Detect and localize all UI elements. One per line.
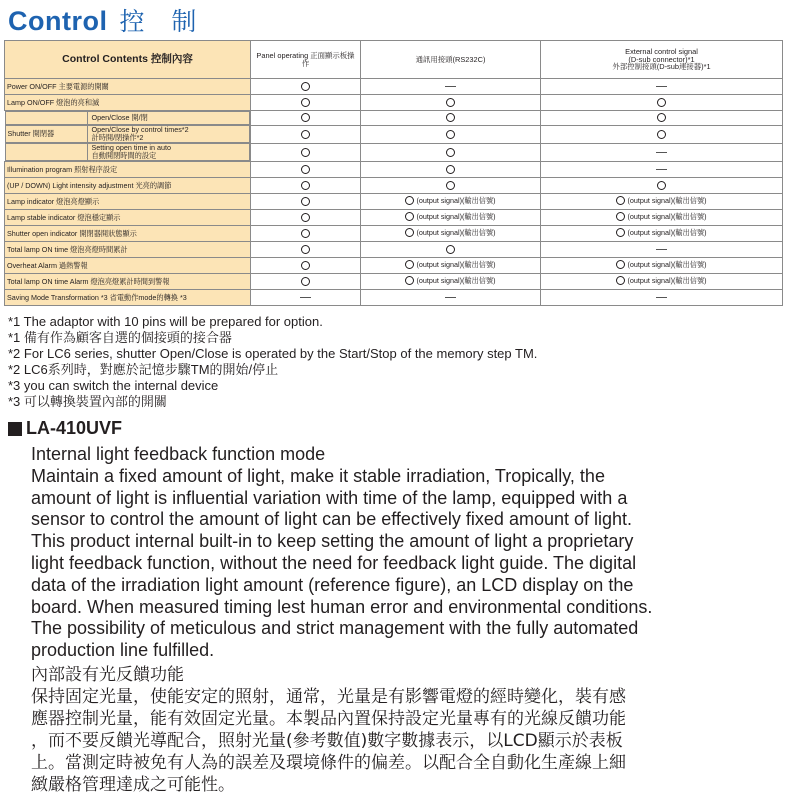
unsupported-cell xyxy=(361,290,541,306)
circle-icon xyxy=(657,130,666,139)
text-line: 緻嚴格管理達成之可能性。 xyxy=(31,775,235,795)
header-external-line3: 外部控制接頭(D-sub連接器)*1 xyxy=(612,62,711,72)
table-row xyxy=(5,210,783,226)
shutter-sub-label xyxy=(88,126,189,142)
supported-cell xyxy=(251,274,361,290)
table-row xyxy=(5,125,783,143)
shutter-sub-label xyxy=(88,144,172,160)
supported-cell xyxy=(251,178,361,194)
row-label: (UP / DOWN) Light intensity adjustment 光亮的調節 xyxy=(5,178,251,194)
text-line: 保持固定光量，使能安定的照射，通常，光量是有影響電燈的經時變化，裝有感 xyxy=(31,687,626,707)
supported-cell xyxy=(251,95,361,111)
dash-icon xyxy=(656,297,667,298)
text-line: 上。當測定時被免有人為的誤差及環境條件的偏差。以配合全自動化生產線上細 xyxy=(31,753,626,773)
text-line: data of the irradiation light amount (reference figure), an LCD display on the xyxy=(31,574,634,595)
output-signal xyxy=(616,260,706,269)
supported-cell xyxy=(251,125,361,143)
dash-icon xyxy=(445,86,456,87)
footnote: *3 you can switch the internal device xyxy=(8,378,219,393)
supported-cell xyxy=(361,111,541,126)
circle-icon xyxy=(301,229,310,238)
text-line: sensor to control the amount of light can be effectively fixed amount of light. xyxy=(31,509,633,530)
unsupported-cell xyxy=(541,242,783,258)
row-label: Power ON/OFF 主要電源的開關 xyxy=(5,79,251,95)
signal-cell xyxy=(541,226,783,242)
output-signal xyxy=(405,196,495,205)
sub-label-line: Open/Close 開/閉 xyxy=(91,113,148,123)
sub-label-line: Setting open time in auto xyxy=(91,143,172,153)
supported-cell xyxy=(251,194,361,210)
text-line: light feedback function, without the need for feedback light guide. The digital xyxy=(31,552,637,573)
row-label: Illumination program 照射程序設定 xyxy=(5,162,251,178)
text-line: board. When measured timing lest human error and environmental conditions. xyxy=(31,596,653,617)
signal-label: (output signal)(輸出信號) xyxy=(416,227,496,237)
row-label: Lamp ON/OFF 燈泡的亮和滅 xyxy=(5,95,251,111)
table-row xyxy=(5,258,783,274)
english-description xyxy=(31,444,703,662)
header-external-line1: External control signal xyxy=(625,46,698,56)
chinese-heading: 內部設有光反饋功能 xyxy=(31,665,184,685)
unsupported-cell xyxy=(541,290,783,306)
circle-icon xyxy=(301,213,310,222)
output-signal xyxy=(405,276,495,285)
signal-cell xyxy=(541,274,783,290)
square-bullet-icon xyxy=(8,422,22,436)
table-row xyxy=(5,194,783,210)
signal-cell xyxy=(541,210,783,226)
row-label: Saving Mode Transformation *3 省電動作mode的轉換 *3 xyxy=(5,290,251,306)
circle-icon xyxy=(616,212,625,221)
signal-label: (output signal)(輸出信號) xyxy=(627,195,707,205)
table-row xyxy=(5,226,783,242)
shutter-group-label xyxy=(6,112,88,124)
footnote: *2 LC6系列時，對應於記憶步驟TM的開始/停止 xyxy=(8,362,279,377)
dash-icon xyxy=(445,297,456,298)
circle-icon xyxy=(405,196,414,205)
supported-cell xyxy=(251,258,361,274)
table-row xyxy=(5,290,783,306)
table-row xyxy=(5,111,783,126)
circle-icon xyxy=(446,113,455,122)
output-signal xyxy=(405,228,495,237)
signal-label: (output signal)(輸出信號) xyxy=(627,259,707,269)
supported-cell xyxy=(251,79,361,95)
header-external-line2: (D-sub connector)*1 xyxy=(628,54,695,64)
table-row xyxy=(5,95,783,111)
supported-cell xyxy=(361,242,541,258)
circle-icon xyxy=(616,276,625,285)
circle-icon xyxy=(446,148,455,157)
row-label: Shutter open indicator 開閉器開狀態顯示 xyxy=(5,226,251,242)
table-row xyxy=(5,274,783,290)
supported-cell xyxy=(251,143,361,162)
header-external xyxy=(541,41,783,79)
circle-icon xyxy=(405,228,414,237)
section-title: LA-410UVF xyxy=(26,418,123,438)
output-signal xyxy=(616,212,706,221)
unsupported-cell xyxy=(541,143,783,162)
unsupported-cell xyxy=(361,79,541,95)
signal-cell xyxy=(361,194,541,210)
shutter-group-label xyxy=(6,144,88,160)
supported-cell xyxy=(361,125,541,143)
circle-icon xyxy=(446,245,455,254)
dash-icon xyxy=(656,86,667,87)
supported-cell xyxy=(361,162,541,178)
row-label: Total lamp ON time Alarm 燈泡亮燈累計時間到警報 xyxy=(5,274,251,290)
output-signal xyxy=(405,212,495,221)
signal-label: (output signal)(輸出信號) xyxy=(416,275,496,285)
output-signal xyxy=(616,276,706,285)
table-header-row xyxy=(5,41,783,79)
footnote: *1 備有作為顧客自選的個接頭的接合器 xyxy=(8,330,232,345)
title-english: Control xyxy=(8,6,108,36)
supported-cell xyxy=(251,226,361,242)
row-label: Overheat Alarm 過熱警報 xyxy=(5,258,251,274)
shutter-row-label xyxy=(5,143,251,161)
table-row xyxy=(5,162,783,178)
sub-label-line: 自動開閉時間的設定 xyxy=(91,151,157,160)
shutter-row-label xyxy=(5,125,251,143)
circle-icon xyxy=(657,98,666,107)
circle-icon xyxy=(446,98,455,107)
circle-icon xyxy=(301,82,310,91)
supported-cell xyxy=(251,111,361,126)
shutter-sub-label xyxy=(88,112,148,124)
table-row xyxy=(5,79,783,95)
dash-icon xyxy=(656,169,667,170)
text-line: The possibility of meticulous and strict management with the fully automated xyxy=(31,618,639,639)
row-label: Lamp stable indicator 燈泡穩定顯示 xyxy=(5,210,251,226)
circle-icon xyxy=(301,130,310,139)
signal-cell xyxy=(541,194,783,210)
header-panel: Panel operating 正面顯示板操作 xyxy=(251,41,361,79)
chinese-description xyxy=(31,664,703,796)
circle-icon xyxy=(301,245,310,254)
signal-label: (output signal)(輸出信號) xyxy=(627,227,707,237)
signal-cell xyxy=(361,274,541,290)
circle-icon xyxy=(301,113,310,122)
signal-cell xyxy=(541,258,783,274)
output-signal xyxy=(405,260,495,269)
circle-icon xyxy=(301,148,310,157)
title-chinese: 控 制 xyxy=(119,8,207,36)
output-signal xyxy=(616,228,706,237)
text-line: production line fulfilled. xyxy=(31,640,215,661)
signal-cell xyxy=(361,258,541,274)
table-row xyxy=(5,178,783,194)
circle-icon xyxy=(446,130,455,139)
circle-icon xyxy=(446,165,455,174)
supported-cell xyxy=(361,95,541,111)
unsupported-cell xyxy=(541,162,783,178)
signal-label: (output signal)(輸出信號) xyxy=(627,275,707,285)
output-signal xyxy=(616,196,706,205)
circle-icon xyxy=(616,228,625,237)
signal-cell xyxy=(361,226,541,242)
circle-icon xyxy=(301,98,310,107)
header-contents: Control Contents 控制內容 xyxy=(5,41,251,79)
header-rs232: 通訊用接頭(RS232C) xyxy=(361,41,541,79)
table-row xyxy=(5,242,783,258)
unsupported-cell xyxy=(541,79,783,95)
footnote: *1 The adaptor with 10 pins will be prepared for option. xyxy=(8,314,323,329)
supported-cell xyxy=(541,178,783,194)
circle-icon xyxy=(616,260,625,269)
signal-cell xyxy=(361,210,541,226)
signal-label: (output signal)(輸出信號) xyxy=(416,211,496,221)
circle-icon xyxy=(405,276,414,285)
english-heading: Internal light feedback function mode xyxy=(31,444,326,464)
sub-label-line: Open/Close by control times*2 xyxy=(91,125,189,135)
circle-icon xyxy=(657,113,666,122)
footnotes xyxy=(8,314,537,410)
text-line: Maintain a fixed amount of light, make it stable irradiation, Tropically, the xyxy=(31,465,605,486)
table-row xyxy=(5,143,783,162)
signal-label: (output signal)(輸出信號) xyxy=(416,195,496,205)
page-title xyxy=(8,2,206,36)
sub-label-line: 計時開/閉操作*2 xyxy=(91,133,144,142)
footnote: *3 可以轉換裝置內部的開關 xyxy=(8,394,167,409)
circle-icon xyxy=(405,212,414,221)
dash-icon xyxy=(656,249,667,250)
circle-icon xyxy=(657,181,666,190)
circle-icon xyxy=(301,165,310,174)
control-table xyxy=(4,40,783,306)
shutter-row-label xyxy=(5,111,251,125)
dash-icon xyxy=(300,297,311,298)
unsupported-cell xyxy=(251,290,361,306)
supported-cell xyxy=(541,95,783,111)
supported-cell xyxy=(251,242,361,258)
signal-label: (output signal)(輸出信號) xyxy=(416,259,496,269)
circle-icon xyxy=(301,197,310,206)
circle-icon xyxy=(405,260,414,269)
row-label: Total lamp ON time 燈泡亮燈時間累計 xyxy=(5,242,251,258)
text-line: ，而不要反饋光導配合，照射光量(參考數值)數字數據表示，以LCD顯示於表板 xyxy=(31,731,623,751)
circle-icon xyxy=(301,181,310,190)
row-label: Lamp indicator 燈泡亮燈顯示 xyxy=(5,194,251,210)
supported-cell xyxy=(361,143,541,162)
signal-label: (output signal)(輸出信號) xyxy=(627,211,707,221)
supported-cell xyxy=(251,210,361,226)
supported-cell xyxy=(251,162,361,178)
footnote: *2 For LC6 series, shutter Open/Close is operated by the Start/Stop of the memory step TM. xyxy=(8,346,538,361)
supported-cell xyxy=(541,125,783,143)
circle-icon xyxy=(616,196,625,205)
circle-icon xyxy=(446,181,455,190)
supported-cell xyxy=(361,178,541,194)
text-line: 應器控制光量，能有效固定光量。本製品內置保持設定光量專有的光線反饋功能 xyxy=(31,709,626,729)
circle-icon xyxy=(301,277,310,286)
shutter-group-label: Shutter 開閉器 xyxy=(6,126,88,142)
text-line: This product internal built-in to keep setting the amount of light a proprietary xyxy=(31,531,634,552)
circle-icon xyxy=(301,261,310,270)
text-line: amount of light is influential variation with time of the lamp, equipped with a xyxy=(31,487,628,508)
dash-icon xyxy=(656,152,667,153)
supported-cell xyxy=(541,111,783,126)
section-heading xyxy=(8,418,122,439)
